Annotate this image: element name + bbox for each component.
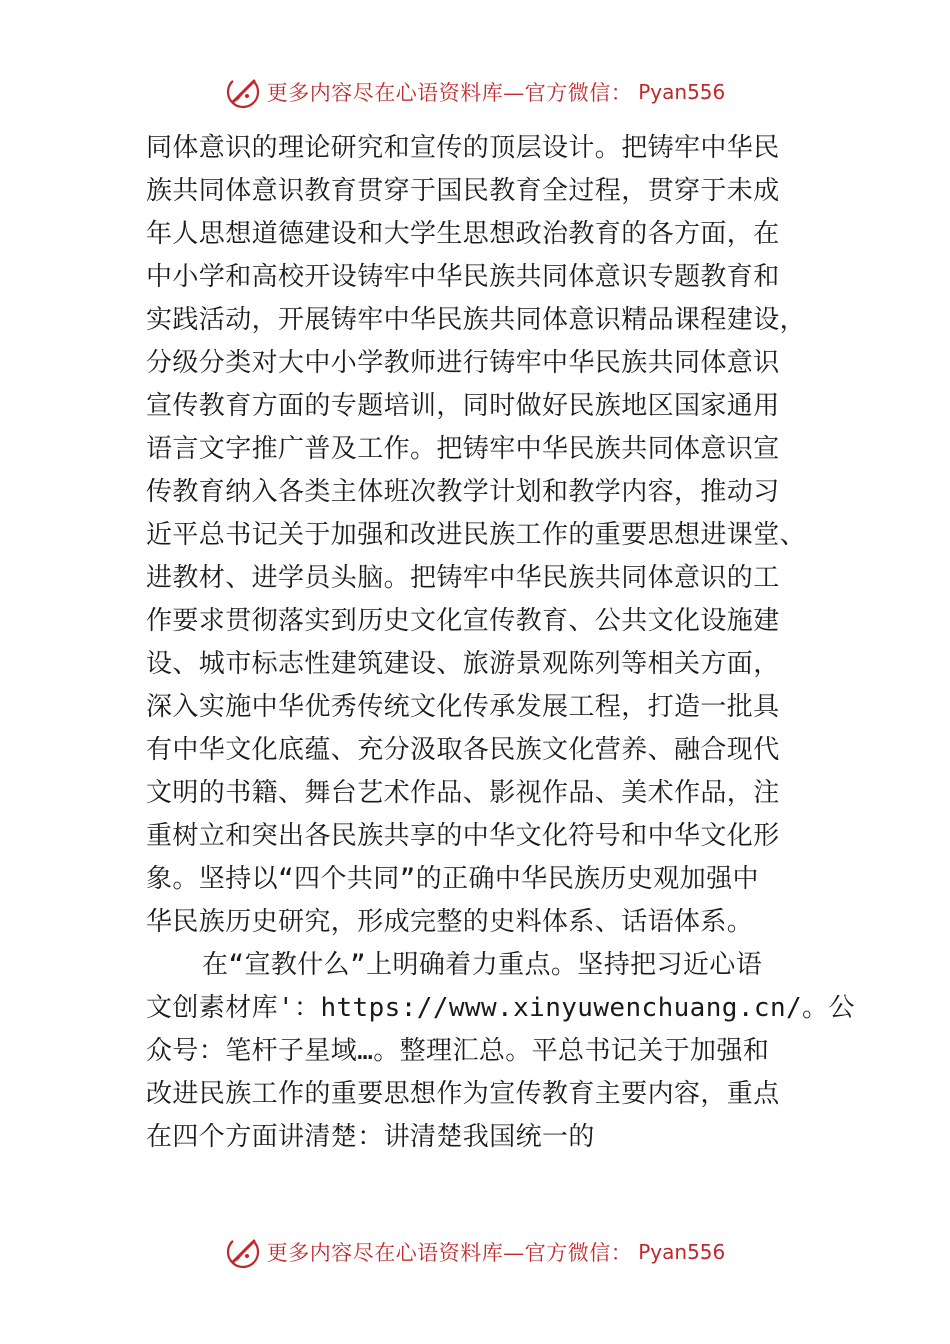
body-line: 宣传教育方面的专题培训，同时做好民族地区国家通用	[146, 391, 780, 421]
body-line: 在四个方面讲清楚：讲清楚我国统一的	[146, 1122, 595, 1152]
body-line: 华民族历史研究，形成完整的史料体系、话语体系。	[146, 907, 754, 937]
body-line-url: 文创素材库'：https://www.xinyuwenchuang.cn/。公	[146, 993, 855, 1023]
body-line: 进教材、进学员头脑。把铸牢中华民族共同体意识的工	[146, 563, 780, 593]
body-line: 设、城市标志性建筑建设、旅游景观陈列等相关方面，	[146, 649, 780, 679]
watermark-text: 更多内容尽在心语资料库—官方微信：	[266, 1241, 633, 1265]
body-line: 作要求贯彻落实到历史文化宣传教育、公共文化设施建	[146, 606, 780, 636]
watermark-wechat-id: Pyan556	[638, 80, 726, 104]
body-line: 年人思想道德建设和大学生思想政治教育的各方面，在	[146, 219, 780, 249]
body-line: 象。坚持以“四个共同”的正确中华民族历史观加强中	[146, 864, 759, 894]
watermark-text: 更多内容尽在心语资料库—官方微信：	[266, 81, 633, 105]
body-line: 语言文字推广普及工作。把铸牢中华民族共同体意识宣	[146, 434, 780, 464]
body-line: 近平总书记关于加强和改进民族工作的重要思想进课堂、	[146, 520, 807, 550]
watermark-wechat-id: Pyan556	[638, 1240, 726, 1264]
body-line: 有中华文化底蕴、充分汲取各民族文化营养、融合现代	[146, 735, 780, 765]
body-line: 族共同体意识教育贯穿于国民教育全过程，贯穿于未成	[146, 176, 780, 206]
brush-pen-logo-icon	[225, 74, 261, 110]
brush-pen-logo-icon	[225, 1234, 261, 1270]
body-line: 文明的书籍、舞台艺术作品、影视作品、美术作品，注	[146, 778, 780, 808]
watermark-group	[225, 74, 726, 110]
document-body	[146, 127, 855, 1159]
paragraph-start-line: 在“宣教什么”上明确着力重点。坚持把习近心语	[202, 950, 763, 980]
body-line: 实践活动，开展铸牢中华民族共同体意识精品课程建设，	[146, 305, 807, 335]
body-line: 传教育纳入各类主体班次教学计划和教学内容，推动习	[146, 477, 780, 507]
footer-watermark	[0, 1232, 950, 1272]
header-watermark	[0, 72, 950, 112]
body-line: 众号：笔杆子星域…。整理汇总。平总书记关于加强和	[146, 1036, 770, 1066]
body-line: 改进民族工作的重要思想作为宣传教育主要内容，重点	[146, 1079, 780, 1109]
body-line: 深入实施中华优秀传统文化传承发展工程，打造一批具	[146, 692, 780, 722]
body-line: 重树立和突出各民族共享的中华文化符号和中华文化形	[146, 821, 780, 851]
body-line: 分级分类对大中小学教师进行铸牢中华民族共同体意识	[146, 348, 780, 378]
body-line: 同体意识的理论研究和宣传的顶层设计。把铸牢中华民	[146, 133, 780, 163]
watermark-group	[225, 1234, 726, 1270]
body-line: 中小学和高校开设铸牢中华民族共同体意识专题教育和	[146, 262, 780, 292]
